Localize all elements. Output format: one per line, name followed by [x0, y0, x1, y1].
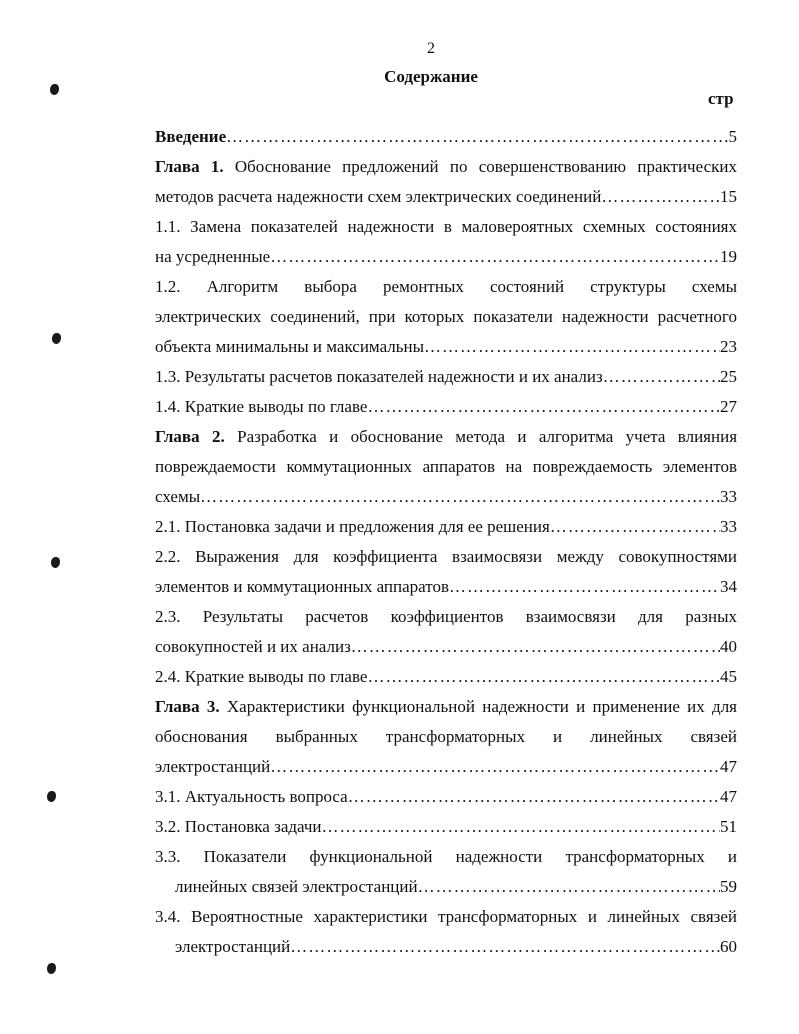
- toc-line: [155, 692, 737, 722]
- toc-leader-dots: [424, 332, 720, 362]
- toc-line: [155, 812, 737, 842]
- toc-line-text: схемы: [155, 487, 201, 506]
- toc-page-number: 51: [720, 817, 737, 836]
- table-of-contents: [155, 122, 737, 962]
- toc-line-text: Глава 2. Разработка и обоснование метода и алгоритма учета влияния: [155, 427, 737, 446]
- toc-leader-dots: [200, 482, 720, 512]
- toc-heading-prefix: Глава 3.: [155, 697, 220, 716]
- toc-line: [155, 572, 737, 602]
- toc-page-number: 59: [720, 877, 737, 896]
- toc-heading-prefix: Глава 2.: [155, 427, 225, 446]
- toc-line: [155, 752, 737, 782]
- toc-leader-dots: [418, 872, 720, 902]
- toc-line-text: 3.2. Постановка задачи: [155, 817, 322, 836]
- toc-entry: [155, 662, 737, 692]
- toc-line: [155, 932, 737, 962]
- toc-entry: [155, 392, 737, 422]
- toc-line-text: Глава 1. Обоснование предложений по совершенствованию практических: [155, 157, 737, 176]
- toc-line-text: обоснования выбранных трансформаторных и линейных связей: [155, 727, 737, 746]
- toc-leader-dots: [348, 782, 720, 812]
- toc-line-text: 1.2. Алгоритм выбора ремонтных сoстояний структуры схемы: [155, 277, 737, 296]
- toc-line: [155, 302, 737, 332]
- toc-page-number: 34: [720, 577, 737, 596]
- toc-leader-dots: [290, 932, 720, 962]
- toc-line-text: 3.4. Вероятностные характеристики трансформаторных и линейных связей: [155, 907, 737, 926]
- toc-line: [155, 122, 737, 152]
- toc-leader-dots: [367, 392, 720, 422]
- toc-entry: [155, 152, 737, 212]
- toc-line: [155, 212, 737, 242]
- scan-mark: [47, 791, 56, 802]
- toc-page-number: 23: [720, 337, 737, 356]
- toc-line: [155, 722, 737, 752]
- toc-entry: [155, 272, 737, 362]
- toc-line-text: 2.4. Краткие выводы по главе: [155, 667, 368, 686]
- toc-page-number: 47: [720, 787, 737, 806]
- toc-line-text: методов расчета надежности схем электрических соединений: [155, 187, 602, 206]
- toc-line: [155, 452, 737, 482]
- toc-line: [155, 632, 737, 662]
- toc-line-text: 2.1. Постановка задачи и предложения для ее решения: [155, 517, 550, 536]
- toc-line-text: электрических соединений, при которых показатели надежности расчетного: [155, 307, 737, 326]
- toc-line: [155, 872, 737, 902]
- toc-line: [155, 842, 737, 872]
- scan-mark: [51, 557, 60, 568]
- toc-line-text: электростанций: [175, 937, 291, 956]
- toc-page-number: 15: [720, 187, 737, 206]
- toc-line: [155, 602, 737, 632]
- toc-page-number: 33: [720, 487, 737, 506]
- toc-entry: [155, 812, 737, 842]
- toc-entry: [155, 512, 737, 542]
- toc-line: [155, 662, 737, 692]
- page-title: Содержание: [384, 67, 478, 86]
- toc-leader-dots: [603, 362, 720, 392]
- toc-page-number: 45: [720, 667, 737, 686]
- toc-leader-dots: [449, 572, 720, 602]
- toc-page-number: 60: [720, 937, 737, 956]
- toc-entry: [155, 602, 737, 662]
- toc-entry: [155, 212, 737, 272]
- toc-heading-prefix: Введение: [155, 127, 227, 146]
- toc-line: [155, 512, 737, 542]
- toc-line-text: 1.1. Замена показателей надежности в маловероятных схемных состояниях: [155, 217, 737, 236]
- toc-entry: [155, 782, 737, 812]
- toc-entry: [155, 692, 737, 782]
- toc-line-text: 1.3. Результаты расчетов показателей надежности и их анализ: [155, 367, 603, 386]
- toc-line: [155, 152, 737, 182]
- toc-leader-dots: [367, 662, 720, 692]
- toc-entry: [155, 542, 737, 602]
- toc-line-text: Глава 3. Характеристики функциональной надежности и применение их для: [155, 697, 737, 716]
- toc-leader-dots: [351, 632, 720, 662]
- toc-page-number: 27: [720, 397, 737, 416]
- toc-line: [155, 242, 737, 272]
- toc-page-number: 5: [728, 127, 737, 146]
- toc-line-text: 3.1. Актуальность вопроса: [155, 787, 348, 806]
- toc-line: [155, 542, 737, 572]
- toc-line: [155, 182, 737, 212]
- toc-page-number: 40: [720, 637, 737, 656]
- toc-line: [155, 272, 737, 302]
- toc-line: [155, 392, 737, 422]
- scan-mark: [50, 84, 59, 95]
- toc-leader-dots: [550, 512, 720, 542]
- toc-line-text: на усредненные: [155, 247, 271, 266]
- toc-line-text: совокупностей и их анализ: [155, 637, 351, 656]
- toc-line: [155, 332, 737, 362]
- toc-line-text: повреждаемости коммутационных аппаратов на повреждаемость элементов: [155, 457, 737, 476]
- toc-page-number: 47: [720, 757, 737, 776]
- toc-line-text: объекта минимальны и максимальны: [155, 337, 425, 356]
- page-column-label: стр: [708, 89, 734, 108]
- toc-entry: [155, 902, 737, 962]
- toc-line-text: линейных связей электростанций: [175, 877, 418, 896]
- toc-line: [155, 902, 737, 932]
- toc-leader-dots: [226, 122, 728, 152]
- scan-mark: [52, 333, 61, 344]
- scan-mark: [47, 963, 56, 974]
- toc-leader-dots: [270, 242, 720, 272]
- toc-leader-dots: [322, 812, 720, 842]
- toc-line: [155, 422, 737, 452]
- toc-line-text: 2.3. Результаты расчетов коэффициентов взаимосвязи для разных: [155, 607, 737, 626]
- toc-line-text: 1.4. Краткие выводы по главе: [155, 397, 368, 416]
- toc-entry: [155, 422, 737, 512]
- toc-leader-dots: [601, 182, 720, 212]
- toc-line-text: элементов и коммутационных аппаратов: [155, 577, 449, 596]
- toc-line: [155, 482, 737, 512]
- toc-line-text: 3.3. Показатели функциональной надежности трансформаторных и: [155, 847, 737, 866]
- toc-line: [155, 782, 737, 812]
- toc-page-number: 25: [720, 367, 737, 386]
- toc-line-text: электростанций: [155, 757, 271, 776]
- toc-line: [155, 362, 737, 392]
- toc-page-number: 33: [720, 517, 737, 536]
- toc-leader-dots: [270, 752, 720, 782]
- toc-entry: [155, 362, 737, 392]
- toc-line-text: [155, 122, 226, 152]
- page-number: 2: [427, 40, 435, 57]
- toc-heading-prefix: Глава 1.: [155, 157, 224, 176]
- toc-line-text: 2.2. Выражения для коэффициента взаимосвязи между совокупностями: [155, 547, 737, 566]
- toc-page-number: 19: [720, 247, 737, 266]
- toc-entry: [155, 122, 737, 152]
- toc-entry: [155, 842, 737, 902]
